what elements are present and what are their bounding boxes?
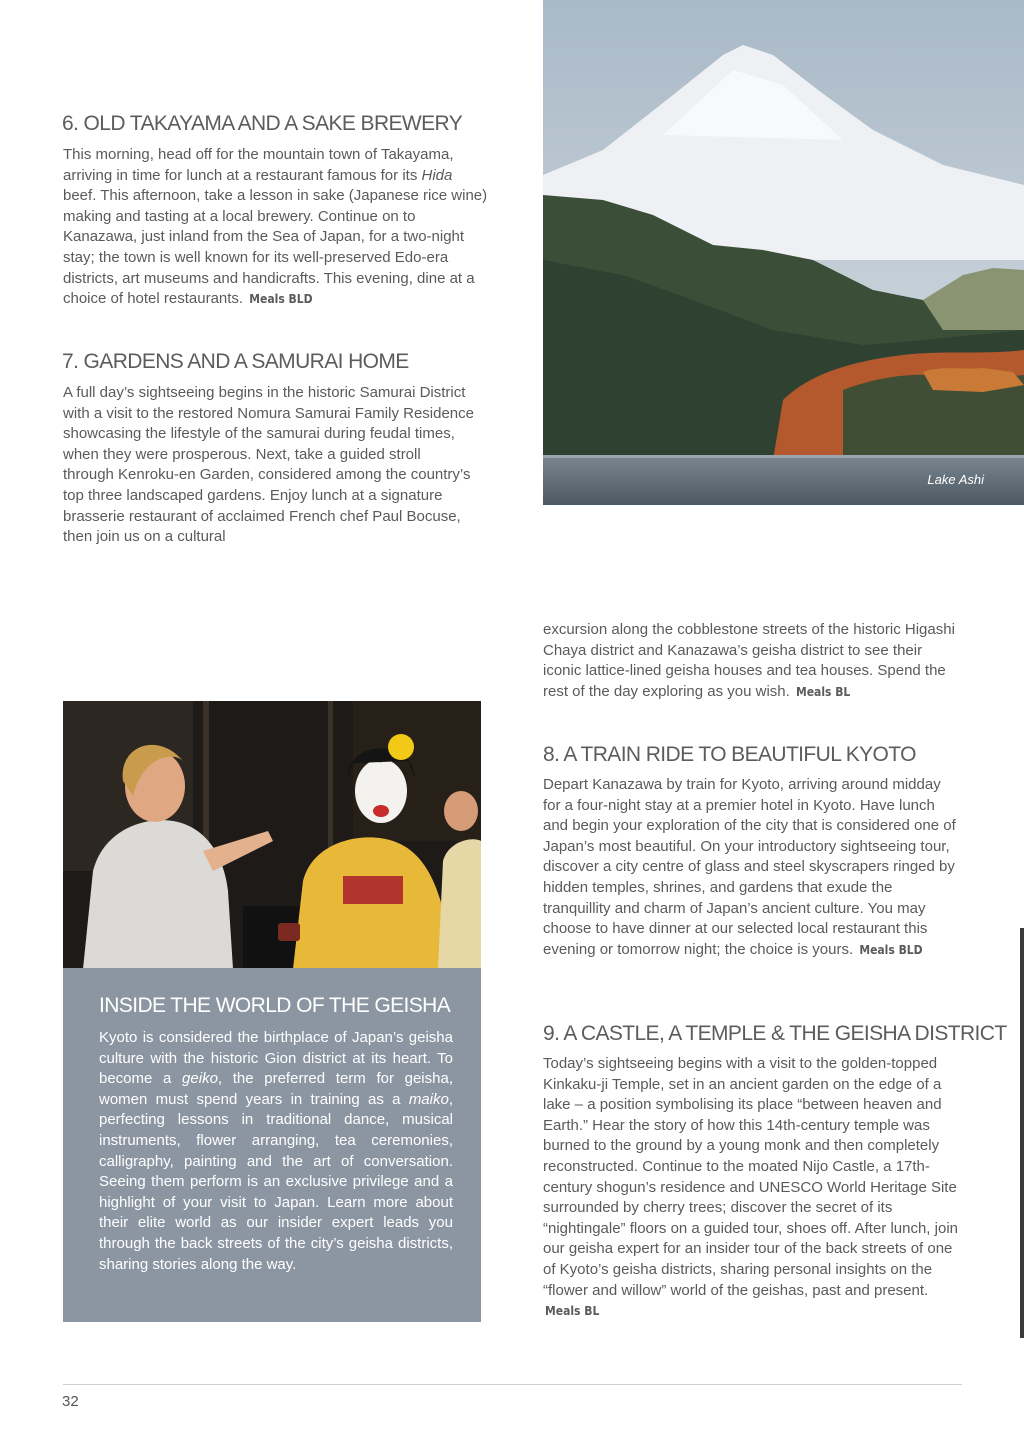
geisha-panel-title: INSIDE THE WORLD OF THE GEISHA — [99, 994, 451, 1017]
geisha-info-panel — [63, 968, 481, 1322]
day8-title: 8. A TRAIN RIDE TO BEAUTIFUL KYOTO — [543, 743, 916, 766]
geisha-photo — [63, 701, 481, 969]
footer-rule — [63, 1384, 962, 1385]
day6-title: 6. OLD TAKAYAMA AND A SAKE BREWERY — [62, 112, 463, 135]
lake-ashi-caption: Lake Ashi — [927, 472, 984, 487]
day9-title: 9. A CASTLE, A TEMPLE & THE GEISHA DISTRICT — [543, 1022, 1007, 1045]
day7-meals: Meals BL — [795, 684, 851, 699]
geisha-panel-text: Kyoto is considered the birthplace of Japan’s geisha culture with the historic Gion district at its heart. To become a geiko, the preferred term for geisha, women must spend years in training as a maiko, perfecting lessons in traditional dance, musical instruments, flower arranging, tea ceremonies, calligraphy, painting and the art of conversation. Seeing them perform is an exclusive privilege and a highlight of your visit to Japan. Learn more about their elite world as our insider expert leads you through the back streets of the city’s geisha districts, sharing stories along the way. — [99, 1029, 453, 1273]
day6-text: This morning, head off for the mountain town of Takayama, arriving in time for lunch at a restaurant famous for its Hida beef. This afternoon, take a lesson in sake (Japanese rice wine) making and tasting at a local brewery. Continue on to Kanazawa, just inland from the Sea of Japan, for a two-night stay; the town is well known for its well-preserved Edo-era districts, art museums and handicrafts. This evening, dine at a choice of hotel restaurants. Meals BLD — [63, 146, 488, 308]
mount-fuji-lake-image — [543, 0, 1024, 505]
geisha-performance-image — [63, 701, 481, 969]
day7-text: A full day’s sightseeing begins in the historic Samurai District with a visit to the restored Nomura Samurai Family Residence showcasing the lifestyle of the samurai during feudal times, when they were prosperous. Next, take a guided stroll through Kenroku-en Garden, considered among the country’s top three landscaped gardens. Enjoy lunch at a signature brasserie restaurant of acclaimed French chef Paul Bocuse, then join us on a cultural — [63, 384, 474, 546]
page-number: 32 — [62, 1393, 79, 1410]
day9-text: Today’s sightseeing begins with a visit to the golden-topped Kinkaku-ji Temple, set in an ancient garden on the edge of a lake – a position symbolising its place “between heaven and Earth.” Hear the story of how this 14th-century temple was burned to the ground by a young monk and then completely reconstructed. Continue to the moated Nijo Castle, a 17th-century shogun’s residence and UNESCO World Heritage Site surrounded by cherry trees; discover the secret of its “nightingale” floors on a guided tour, shoes off. After lunch, join our geisha expert for an insider tour of the back streets of one of Kyoto’s geisha districts, sharing personal insights on the “flower and willow” world of the geishas, past and present. Meals BL — [543, 1055, 958, 1319]
day8-meals: Meals BLD — [859, 942, 923, 957]
day7-continued-text: excursion along the cobblestone streets of the historic Higashi Chaya district and Kanazawa’s geisha district to see their iconic lattice-lined geisha houses and tea houses. Spend the rest of the day exploring as you wish. Meals BL — [543, 621, 955, 700]
lake-ashi-photo — [543, 0, 1024, 505]
day9-meals: Meals BL — [545, 1304, 600, 1319]
day8-text: Depart Kanazawa by train for Kyoto, arriving around midday for a four-night stay at a premier hotel in Kyoto. Have lunch and begin your exploration of the city that is considered one of Japan’s most beautiful. On your introductory sightseeing tour, discover a city centre of glass and steel skyscrapers ringed by hidden temples, shrines, and gardens that exude the tranquillity and charm of Japan’s ancient culture. You may choose to have dinner at our selected local restaurant this evening or tomorrow night; the choice is yours. Meals BLD — [543, 776, 956, 958]
day7-title: 7. GARDENS AND A SAMURAI HOME — [62, 350, 409, 373]
day6-meals: Meals BLD — [249, 292, 313, 307]
page-edge-divider — [1020, 928, 1024, 1338]
